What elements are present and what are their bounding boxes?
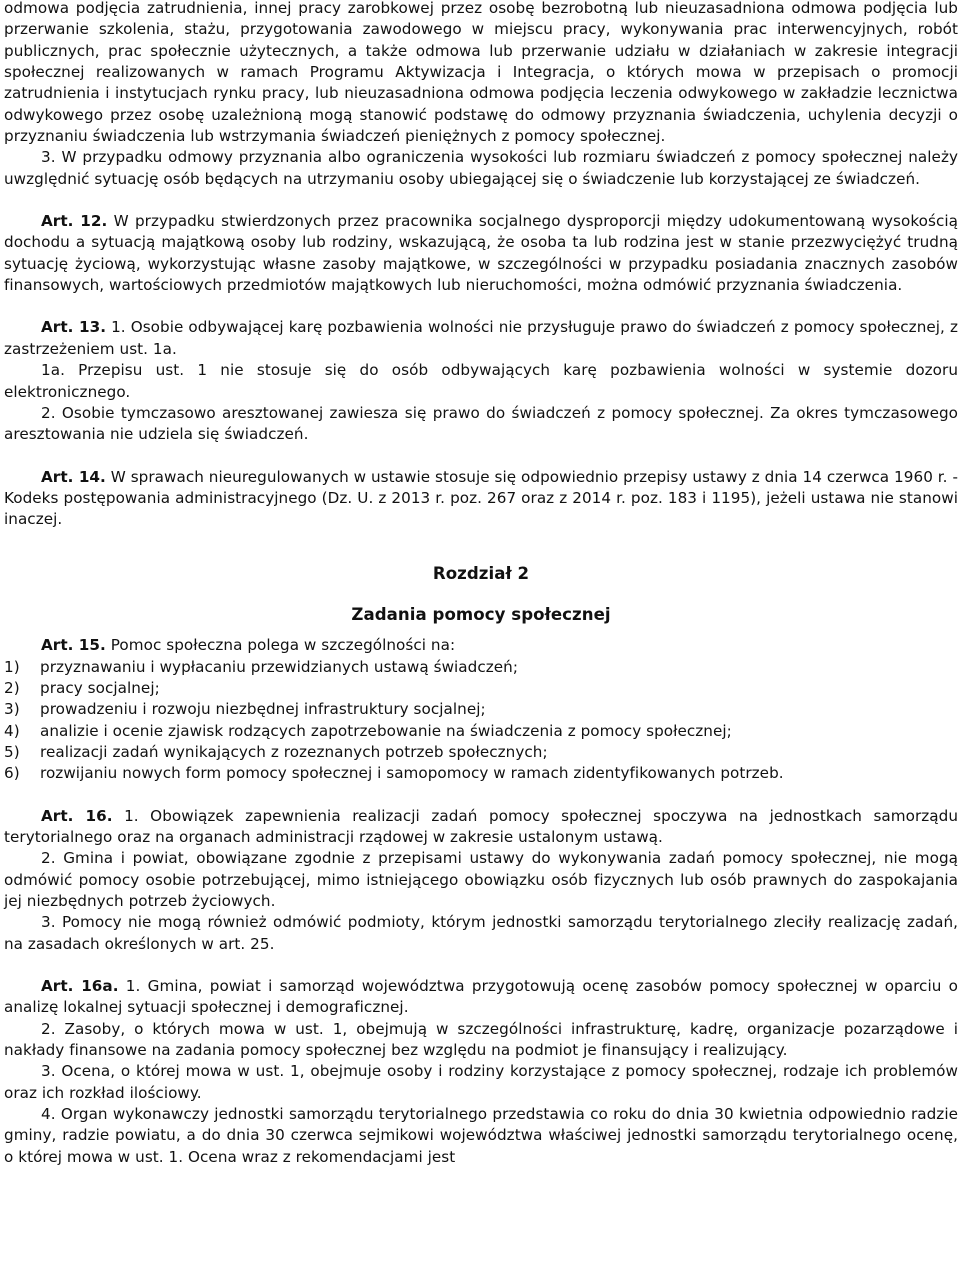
article-16-ust3: 3. Pomocy nie mogą również odmówić podmioty, którym jednostki samorządu terytorialnego zleciły realizację zadań, na zasadach określonych w art. 25. bbox=[4, 913, 958, 953]
article-13-ust1 bbox=[4, 317, 958, 360]
list-item bbox=[4, 699, 958, 720]
list-item bbox=[4, 657, 958, 678]
article-number: Art. 16a. bbox=[41, 977, 119, 996]
article-16a-ust4: 4. Organ wykonawczy jednostki samorządu terytorialnego przedstawia co roku do dnia 30 kwietnia odpowiednio radzie gminy, radzie powiatu, a do dnia 30 czerwca sejmikowi województwa właściwej jednostki samorządu terytorialnego ocenę, o której mowa w ust. 1. Ocena wraz z rekomendacjami jest bbox=[4, 1105, 958, 1166]
article-16a-ust2: 2. Zasoby, o których mowa w ust. 1, obejmują w szczególności infrastrukturę, kadrę, organizacje pozarządowe i nakłady finansowe na zadania pomocy społecznej bez względu na podmiot je finansujący i realizujący. bbox=[4, 1019, 958, 1060]
article-text: 1. Gmina, powiat i samorząd województwa przygotowują ocenę zasobów pomocy społecznej w oparciu o analizę lokalnej sytuacji społecznej i demograficznej. bbox=[4, 977, 958, 1017]
article-13-ust1a: 1a. Przepisu ust. 1 nie stosuje się do osób odbywających karę pozbawienia wolności w systemie dozoru elektronicznego. bbox=[4, 361, 958, 401]
article-number: Art. 14. bbox=[41, 467, 106, 486]
article-15-intro bbox=[4, 635, 958, 656]
chapter-label: Rozdział 2 bbox=[432, 563, 530, 583]
article-16a-ust3: 3. Ocena, o której mowa w ust. 1, obejmuje osoby i rodziny korzystające z pomocy społecznej, rodzaje ich problemów oraz ich rozkład ilościowy. bbox=[4, 1062, 958, 1102]
chapter-title: Zadania pomocy społecznej bbox=[351, 604, 611, 624]
article-16-ust1 bbox=[4, 806, 958, 849]
list-item bbox=[4, 678, 958, 699]
article-15-list bbox=[4, 657, 958, 785]
list-item-text: realizacji zadań wynikających z rozeznanych potrzeb społecznych; bbox=[40, 742, 548, 761]
article-text: W przypadku stwierdzonych przez pracownika socjalnego dysproporcji między udokumentowaną wysokością dochodu a sytuacją majątkową osoby lub rodziny, wskazującą, że osoba ta lub rodzina jest w stanie przezwyciężyć trudną sytuację życiową, wykorzystując własne zasoby majątkowe, w szczególności w przypadku posiadania znacznych zasobów finansowych, wartościowych przedmiotów majątkowych lub nieruchomości, można odmówić przyznania świadczenia. bbox=[4, 212, 958, 295]
article-text: Pomoc społeczna polega w szczególności na: bbox=[105, 636, 456, 655]
list-item-text: przyznawaniu i wypłacaniu przewidzianych ustawą świadczeń; bbox=[40, 657, 519, 676]
paragraph-art11-fragment: odmowa podjęcia zatrudnienia, innej pracy zarobkowej przez osobę bezrobotną lub nieuzasadniona odmowa podjęcia lub przerwanie szkolenia, stażu, przygotowania zawodowego w miejscu pracy, wykonywania prac interwencyjnych, robót publicznych, prac społecznie użytecznych, a także odmowa lub przerwanie udziału w działaniach w zakresie integracji społecznej realizowanych w ramach Programu Aktywizacja i Integracja, o których mowa w przepisach o promocji zatrudnienia i instytucjach rynku pracy, lub nieuzasadniona odmowa podjęcia leczenia odwykowego w zakładzie lecznictwa odwykowego przez osobę uzależnioną mogą stanowić podstawę do odmowy przyznania świadczenia, uchylenia decyzji o przyznaniu świadczenia lub wstrzymania świadczeń pieniężnych z pomocy społecznej. bbox=[4, 0, 958, 146]
document-page bbox=[4, 0, 958, 1168]
list-item bbox=[4, 721, 958, 742]
article-text: 1. Obowiązek zapewnienia realizacji zadań pomocy społecznej spoczywa na jednostkach samorządu terytorialnego oraz na organach administracji rządowej w zakresie ustalonym ustawą. bbox=[4, 806, 958, 846]
article-13-ust2: 2. Osobie tymczasowo aresztowanej zawiesza się prawo do świadczeń z pomocy społecznej. Za okres tymczasowego aresztowania nie udziela się świadczeń. bbox=[4, 403, 958, 444]
article-number: Art. 13. bbox=[41, 318, 107, 337]
list-item-number: 1) bbox=[4, 657, 20, 676]
list-item-text: pracy socjalnej; bbox=[40, 678, 160, 697]
list-item bbox=[4, 742, 958, 763]
list-item-text: analizie i ocenie zjawisk rodzących zapotrzebowanie na świadczenia z pomocy społecznej; bbox=[40, 721, 732, 740]
article-number: Art. 16. bbox=[41, 806, 113, 825]
list-item-number: 4) bbox=[4, 721, 20, 740]
paragraph-art11-ust3: 3. W przypadku odmowy przyznania albo ograniczenia wysokości lub rozmiaru świadczeń z pomocy społecznej należy uwzględnić sytuację osób będących na utrzymaniu osoby ubiegającej się o świadczenie lub korzystającej ze świadczeń. bbox=[4, 148, 958, 188]
article-16-ust2: 2. Gmina i powiat, obowiązane zgodnie z przepisami ustawy do wykonywania zadań pomocy społecznej, nie mogą odmówić pomocy osobie potrzebującej, mimo istniejącego obowiązku osób fizycznych lub osób prawnych do zaspokajania jej niezbędnych potrzeb życiowych. bbox=[4, 849, 958, 911]
article-14 bbox=[4, 467, 958, 531]
article-number: Art. 12. bbox=[41, 212, 108, 231]
article-text: 1. Osobie odbywającej karę pozbawienia wolności nie przysługuje prawo do świadczeń z pomocy społecznej, z zastrzeżeniem ust. 1a. bbox=[4, 318, 958, 358]
list-item-number: 3) bbox=[4, 700, 20, 719]
list-item-number: 5) bbox=[4, 742, 20, 761]
list-item-text: rozwijaniu nowych form pomocy społecznej i samopomocy w ramach zidentyfikowanych potrzeb. bbox=[40, 764, 784, 783]
list-item bbox=[4, 763, 958, 784]
list-item-number: 2) bbox=[4, 678, 20, 697]
article-12 bbox=[4, 211, 958, 296]
list-item-number: 6) bbox=[4, 764, 20, 783]
article-number: Art. 15. bbox=[41, 636, 106, 655]
article-16a-ust1 bbox=[4, 976, 958, 1019]
list-item-text: prowadzeniu i rozwoju niezbędnej infrastruktury socjalnej; bbox=[40, 700, 486, 719]
article-text: W sprawach nieuregulowanych w ustawie stosuje się odpowiednio przepisy ustawy z dnia 14 czerwca 1960 r. - Kodeks postępowania administracyjnego (Dz. U. z 2013 r. poz. 267 oraz z 2014 r. poz. 183 i 1195), jeżeli ustawa nie stanowi inaczej. bbox=[4, 467, 958, 529]
